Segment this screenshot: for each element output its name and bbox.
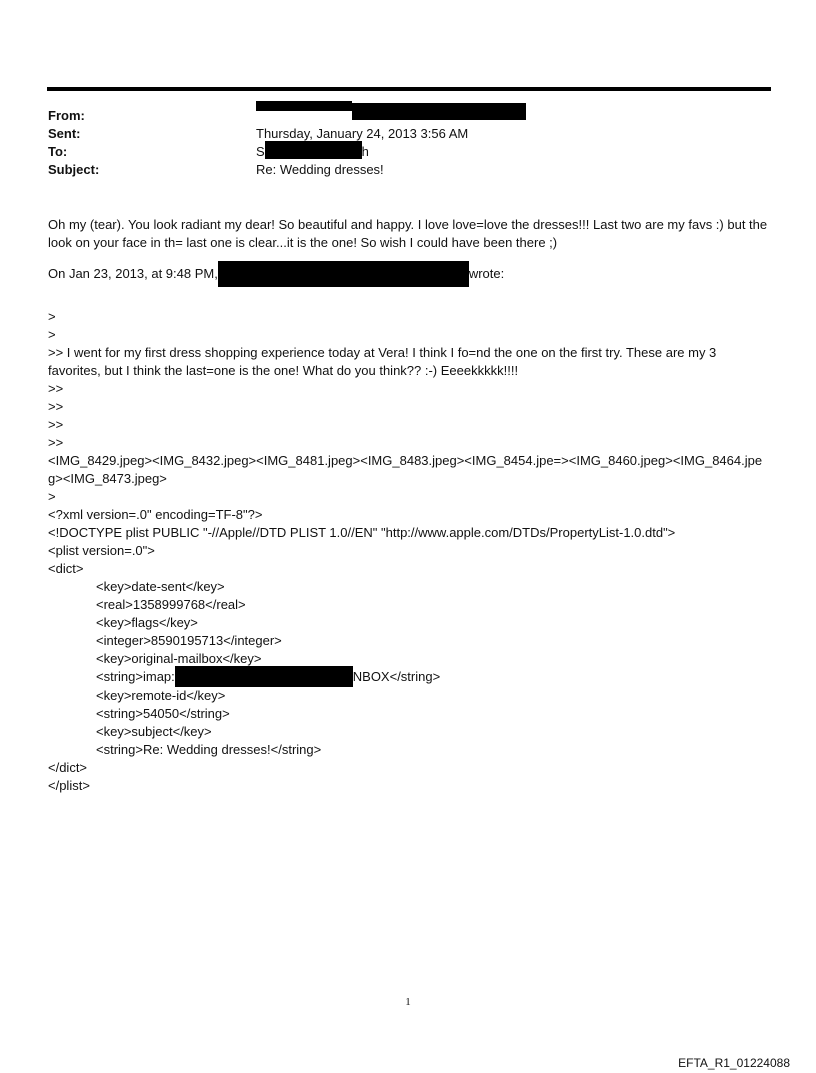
- quote-intro-start: On Jan 23, 2013, at 9:48 PM,: [48, 266, 218, 281]
- from-row: [48, 107, 768, 125]
- to-label: To:: [48, 144, 68, 159]
- plist-entry: <key>original-mailbox</key>: [96, 651, 262, 666]
- quoted-line: >: [48, 309, 56, 324]
- quoted-line: >: [48, 489, 56, 504]
- to-fragment-end: h: [361, 144, 369, 159]
- document-id: EFTA_R1_01224088: [678, 1056, 790, 1070]
- from-redaction: [352, 103, 526, 120]
- imap-entry: [48, 668, 768, 687]
- plist-line: </plist>: [48, 778, 90, 793]
- subject-value: Re: Wedding dresses!: [256, 162, 384, 177]
- imap-start: <string>imap:: [96, 669, 175, 684]
- sent-value: Thursday, January 24, 2013 3:56 AM: [256, 126, 469, 141]
- plist-entry: <key>flags</key>: [96, 615, 198, 630]
- attachment-list: <IMG_8429.jpeg><IMG_8432.jpeg><IMG_8481.jpeg><IMG_8483.jpeg><IMG_8454.jpe=><IMG_8460.jpeg><IMG_8464.jpeg><IMG_8473.jpeg>: [48, 453, 763, 486]
- plist-entry: <key>date-sent</key>: [96, 579, 225, 594]
- from-redaction: [256, 101, 352, 111]
- plist-entry: <string>Re: Wedding dresses!</string>: [96, 742, 322, 757]
- email-header: [48, 107, 768, 179]
- mailbox-redaction: [175, 666, 353, 687]
- plist-line: <?xml version=.0" encoding=TF-8"?>: [48, 507, 263, 522]
- header-divider: [47, 87, 771, 91]
- from-value: [256, 107, 526, 125]
- to-row: [48, 143, 768, 161]
- quoted-line: >>: [48, 435, 64, 450]
- plist-line: <dict>: [48, 561, 84, 576]
- quote-intro-end: wrote:: [468, 266, 505, 281]
- plist-entry: <key>subject</key>: [96, 724, 212, 739]
- quote-intro: [48, 265, 768, 287]
- to-redaction: [265, 141, 362, 159]
- plist-entry: <integer>8590195713</integer>: [96, 633, 282, 648]
- quoted-line: >> I went for my first dress shopping experience today at Vera! I think I fo=nd the one on the first try. These are my 3 favorites, but I think the last=one is the one! What do you think?? :-) Eeeekkkkk!!!!: [48, 345, 717, 378]
- plist-line: </dict>: [48, 760, 88, 775]
- sent-label: Sent:: [48, 126, 81, 141]
- imap-end: NBOX</string>: [352, 669, 441, 684]
- to-value: [256, 143, 369, 161]
- sender-redaction: [218, 261, 469, 287]
- subject-label: Subject:: [48, 162, 100, 177]
- quoted-line: >>: [48, 399, 64, 414]
- plist-line: <!DOCTYPE plist PUBLIC "-//Apple//DTD PLIST 1.0//EN" "http://www.apple.com/DTDs/PropertyList-1.0.dtd">: [48, 525, 676, 540]
- to-fragment: S: [256, 144, 265, 159]
- plist-entry: <key>remote-id</key>: [96, 688, 226, 703]
- subject-row: [48, 161, 768, 179]
- quoted-line: >>: [48, 381, 64, 396]
- plist-entry: <string>54050</string>: [96, 706, 230, 721]
- plist-entry: <real>1358999768</real>: [96, 597, 246, 612]
- page-number: 1: [405, 996, 411, 1008]
- email-body: [48, 216, 768, 795]
- plist-line: <plist version=.0">: [48, 543, 155, 558]
- quoted-line: >: [48, 327, 56, 342]
- quoted-line: >>: [48, 417, 64, 432]
- from-label: From:: [48, 108, 85, 123]
- sent-row: [48, 125, 768, 143]
- message-text: Oh my (tear). You look radiant my dear! So beautiful and happy. I love love=love the dresses!!! Last two are my favs :) but the look on your face in th= last one is clear...it is the one! So wish I could have been there ;): [48, 217, 768, 250]
